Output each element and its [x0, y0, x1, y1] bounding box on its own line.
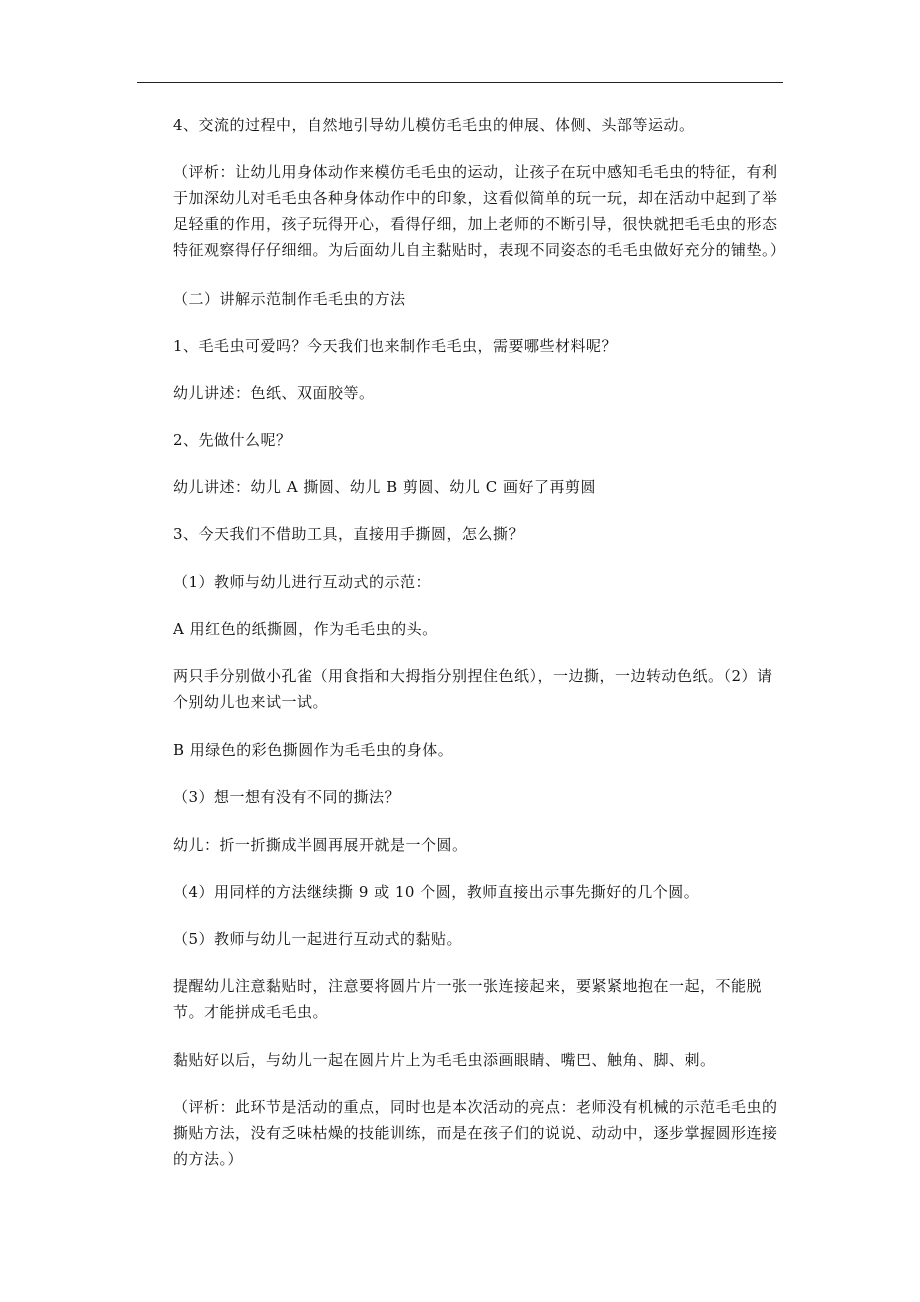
paragraph-demo-4: （4）用同样的方法继续撕 9 或 10 个圆，教师直接出示事先撕好的几个圆。: [173, 883, 700, 901]
paragraph-step-4: 4、交流的过程中，自然地引导幼儿模仿毛毛虫的伸展、体侧、头部等运动。: [173, 116, 695, 134]
paragraph-answer-2: 幼儿讲述：幼儿 A 撕圆、幼儿 B 剪圆、幼儿 C 画好了再剪圆: [173, 478, 596, 496]
paragraph-answer-1: 幼儿讲述：色纸、双面胶等。: [173, 384, 375, 402]
paragraph-question-1: 1、毛毛虫可爱吗？今天我们也来制作毛毛虫，需要哪些材料呢？: [173, 337, 618, 355]
header-rule: [137, 82, 783, 83]
comment-1-text: （评析：让幼儿用身体动作来模仿毛毛虫的运动，让孩子在玩中感知毛毛虫的特征，有利于加深幼儿对毛毛虫各种身体动作中的印象，这看似简单的玩一玩，却在活动中起到了举足轻重的作用，孩子玩得开心，看得仔细，加上老师的不断引导，很快就把毛毛虫的形态特征观察得仔仔细细。为后面幼儿自主黏贴时，表现不同姿态的毛毛虫做好充分的铺垫。）: [173, 163, 786, 259]
paragraph-red-paper: A 用红色的纸撕圆，作为毛毛虫的头。: [173, 620, 438, 638]
paragraph-demo-3: （3）想一想有没有不同的撕法？: [173, 788, 401, 806]
paragraph-demo-1: （1）教师与幼儿进行互动式的示范：: [173, 573, 432, 591]
paragraph-demo-5: （5）教师与幼儿一起进行互动式的黏贴。: [173, 930, 463, 948]
section-heading-2: （二）讲解示范制作毛毛虫的方法: [173, 290, 406, 308]
paragraph-comment-2: （评析：此环节是活动的重点，同时也是本次活动的亮点：老师没有机械的示范毛毛虫的撕贴方法，没有乏味枯燥的技能训练，而是在孩子们的说说、动动中，逐步掌握圆形连接的方法。）: [173, 1098, 778, 1168]
paragraph-answer-3: 幼儿：折一折撕成半圆再展开就是一个圆。: [173, 836, 468, 854]
paragraph-two-hands: 两只手分别做小孔雀（用食指和大拇指分别捏住色纸），一边撕，一边转动色纸。（2）请个别幼儿也来试一试。: [173, 667, 773, 711]
paragraph-question-2: 2、先做什么呢？: [173, 431, 292, 449]
paragraph-comment-1: [173, 159, 786, 263]
paragraph-decorate: 黏贴好以后，与幼儿一起在圆片片上为毛毛虫添画眼睛、嘴巴、触角、脚、刺。: [173, 1051, 716, 1069]
paragraph-green-paper: B 用绿色的彩色撕圆作为毛毛虫的身体。: [173, 741, 454, 759]
paragraph-question-3: 3、今天我们不借助工具，直接用手撕圆，怎么撕？: [173, 525, 525, 543]
paragraph-reminder: 提醒幼儿注意黏贴时，注意要将圆片片一张一张连接起来，要紧紧地抱在一起，不能脱节。才能拼成毛毛虫。: [173, 977, 763, 1021]
